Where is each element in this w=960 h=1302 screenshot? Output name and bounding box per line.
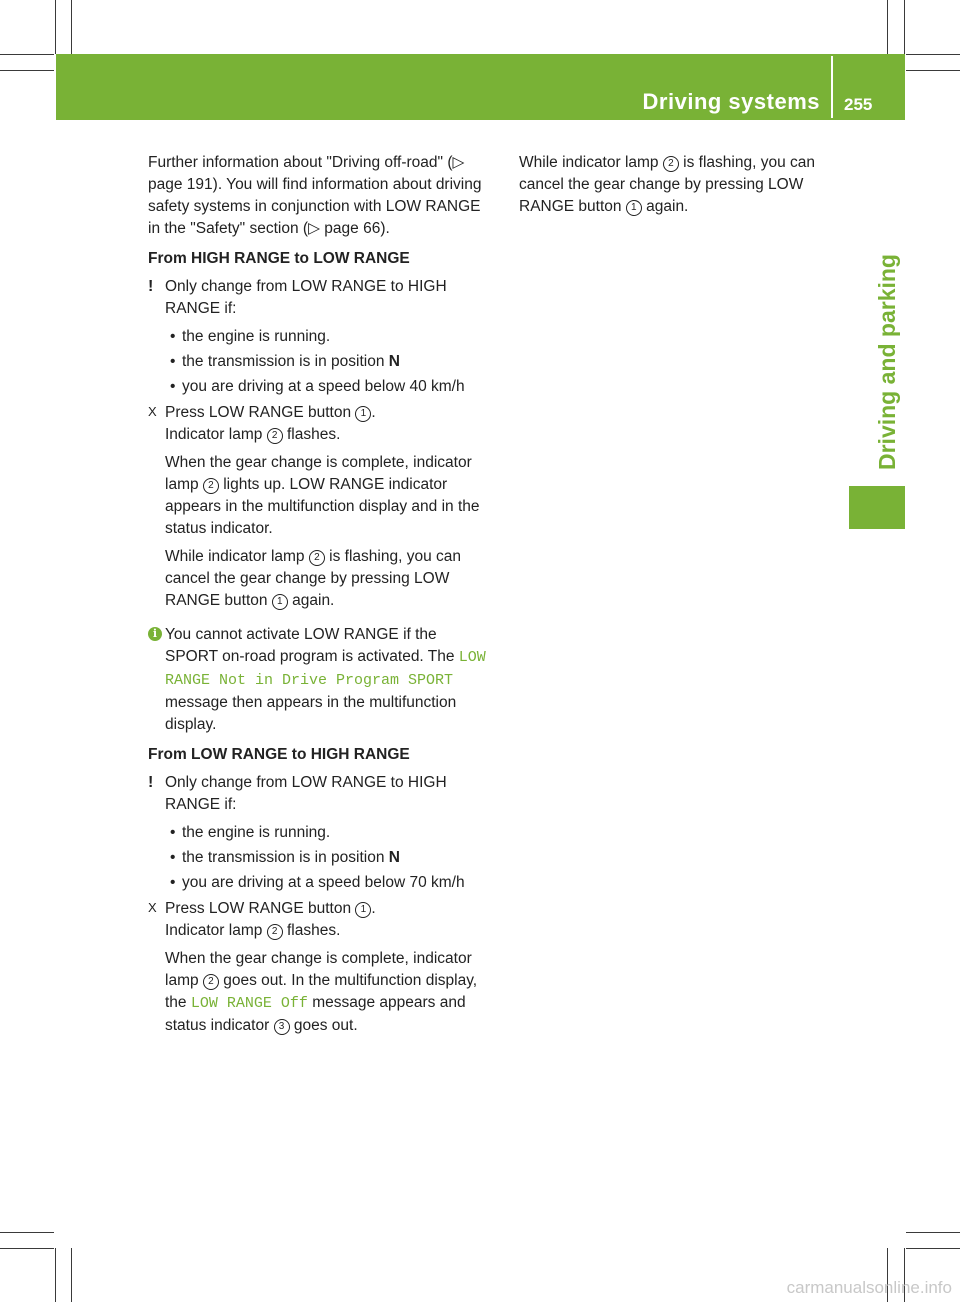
crop-mark [71, 0, 72, 54]
warning-note: ! Only change from LOW RANGE to HIGH RANGE if: [148, 774, 447, 813]
step-icon: X [148, 404, 157, 419]
info-icon: i [148, 627, 162, 641]
callout-1: 1 [355, 902, 371, 918]
crop-mark [0, 1248, 54, 1249]
callout-2: 2 [203, 478, 219, 494]
crop-mark [904, 0, 905, 54]
page-ref-link[interactable]: page 66 [324, 220, 381, 237]
result-text: When the gear change is complete, indicator lamp 2 goes out. In the multifunction display, the LOW RANGE Off message appears and status indicator 3 goes out. [165, 950, 478, 1034]
callout-1: 1 [272, 594, 288, 610]
callout-2: 2 [267, 428, 283, 444]
crop-mark [55, 0, 56, 54]
list-item: • you are driving at a speed below 70 km/h [182, 872, 488, 894]
crop-mark [0, 70, 54, 71]
result-text: While indicator lamp 2 is flashing, you can cancel the gear change by pressing LOW RANGE button 1 again. [165, 548, 461, 609]
crop-mark [906, 1232, 960, 1233]
page-ref-icon: ▷ [308, 220, 320, 237]
warning-note: ! Only change from LOW RANGE to HIGH RANGE if: [148, 278, 447, 317]
crop-mark [906, 1248, 960, 1249]
warning-icon: ! [148, 774, 154, 791]
callout-2: 2 [203, 974, 219, 990]
result-text: When the gear change is complete, indicator lamp 2 lights up. LOW RANGE indicator appears in the multifunction display and in the status indicator. [165, 454, 480, 537]
crop-mark [887, 0, 888, 54]
list-item: • the engine is running. [182, 326, 488, 348]
warning-icon: ! [148, 278, 154, 295]
chapter-label: Driving and parking [874, 254, 900, 470]
display-message: LOW RANGE Off [190, 995, 308, 1012]
page-ref-icon: ▷ [452, 154, 465, 171]
condition-list [148, 326, 488, 398]
chapter-tab [849, 486, 905, 529]
display-message: LOW RANGE Not in Drive Program SPORT [165, 649, 486, 689]
result-text: While indicator lamp 2 is flashing, you can cancel the gear change by pressing LOW RANGE button 1 again. [519, 154, 815, 215]
step-icon: X [148, 900, 157, 915]
condition-list [148, 822, 488, 894]
crop-mark [0, 54, 54, 55]
header-divider [831, 56, 833, 118]
intro-paragraph: Further information about "Driving off-road" (▷ page 191). You will find information about driving safety systems in conjunction with LOW RANGE in the "Safety" section (▷ page 66). [148, 154, 482, 237]
callout-1: 1 [355, 406, 371, 422]
section-heading: From HIGH RANGE to LOW RANGE [148, 250, 410, 267]
callout-2: 2 [267, 924, 283, 940]
instruction-step: X Press LOW RANGE button 1 . Indicator lamp 2 flashes. [148, 402, 488, 446]
page-title: Driving systems [642, 89, 820, 114]
crop-mark [0, 1232, 54, 1233]
crop-mark [906, 54, 960, 55]
instruction-step: X Press LOW RANGE button 1 . Indicator lamp 2 flashes. [148, 898, 488, 942]
callout-1: 1 [626, 200, 642, 216]
crop-mark [55, 1248, 56, 1302]
info-note: i You cannot activate LOW RANGE if the SPORT on-road program is activated. The LOW RANGE Not in Drive Program SPORT message then appears in the multifunction display. [148, 624, 488, 736]
left-column [148, 152, 488, 1043]
list-item: • the transmission is in position N [182, 351, 488, 373]
crop-mark [906, 70, 960, 71]
list-item: • you are driving at a speed below 40 km/h [182, 376, 488, 398]
callout-2: 2 [663, 156, 679, 172]
callout-3: 3 [274, 1019, 290, 1035]
watermark: carmanualsonline.info [786, 1278, 952, 1297]
list-item: • the transmission is in position N [182, 847, 488, 869]
list-item: • the engine is running. [182, 822, 488, 844]
page-number: 255 [844, 95, 873, 114]
crop-mark [71, 1248, 72, 1302]
section-heading: From LOW RANGE to HIGH RANGE [148, 746, 410, 763]
right-column [519, 152, 839, 224]
page-ref-link[interactable]: page 191 [148, 176, 213, 193]
callout-2: 2 [309, 550, 325, 566]
